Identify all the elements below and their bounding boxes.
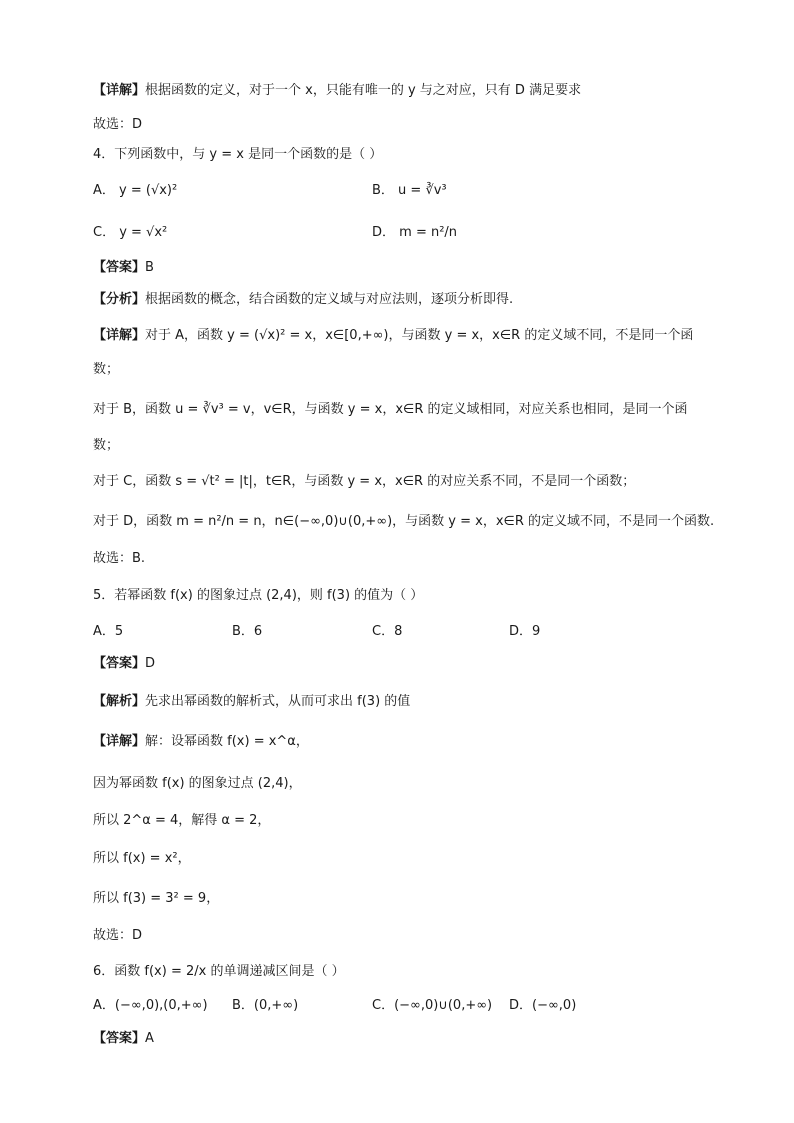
q4-analysis: [93, 291, 513, 309]
detail-tag: 【详解】: [93, 83, 146, 98]
q5-detail-3: 所以 2^α = 4，解得 α = 2，: [93, 813, 271, 828]
q5-option-a: A．5: [93, 624, 124, 639]
q4-detail-a: [93, 327, 693, 345]
q5-answer: [93, 655, 155, 673]
q4-answer: [93, 259, 154, 277]
q5-detail-4: 所以 f(x) = x²，: [93, 851, 191, 866]
q6-option-c: C．(−∞,0)∪(0,+∞): [372, 998, 493, 1013]
q6-option-d: D．(−∞,0): [509, 998, 577, 1013]
q6-option-b: B．(0,+∞): [232, 998, 299, 1013]
detail-tag: 【详解】: [93, 328, 146, 343]
q6-answer-value: A: [145, 1031, 154, 1046]
q4-option-a: A． y = (√x)²: [93, 183, 178, 198]
q6-option-a: A．(−∞,0),(0,+∞): [93, 998, 208, 1013]
q5-detail-1-text: 解：设幂函数 f(x) = x^α，: [145, 734, 309, 749]
q6-answer: [93, 1030, 154, 1048]
analysis-tag: 【分析】: [93, 292, 146, 307]
q5-answer-value: D: [145, 656, 156, 671]
q3-detail: [93, 82, 581, 100]
q6-stem: 6．函数 f(x) = 2/x 的单调递减区间是（ ）: [93, 964, 345, 979]
q4-detail-a-text: 对于 A，函数 y = (√x)² = x，x∈[0,+∞)，与函数 y = x，x∈R 的定义域不同，不是同一个函: [145, 328, 694, 343]
q4-detail-a-cont: 数；: [93, 362, 120, 377]
q4-detail-b: 对于 B，函数 u = ∛v³ = v，v∈R，与函数 y = x，x∈R 的定义域相同，对应关系也相同，是同一个函: [93, 402, 688, 417]
q4-choose: 故选：B.: [93, 551, 146, 566]
q5-stem: 5．若幂函数 f(x) 的图象过点 (2,4)，则 f(3) 的值为（ ）: [93, 588, 424, 603]
q5-analysis: [93, 693, 410, 711]
q5-detail-1: [93, 733, 309, 751]
q4-option-c: C． y = √x²: [93, 225, 168, 240]
q4-detail-c: 对于 C，函数 s = √t² = |t|，t∈R，与函数 y = x，x∈R 的对应关系不同，不是同一个函数；: [93, 474, 636, 489]
q5-option-c: C．8: [372, 624, 403, 639]
detail-tag: 【详解】: [93, 734, 146, 749]
q5-option-b: B．6: [232, 624, 263, 639]
answer-tag: 【答案】: [93, 656, 146, 671]
q4-stem: 4．下列函数中，与 y = x 是同一个函数的是（ ）: [93, 147, 383, 162]
analysis-tag: 【解析】: [93, 694, 146, 709]
q5-analysis-text: 先求出幂函数的解析式，从而可求出 f(3) 的值: [145, 694, 411, 709]
q5-detail-5: 所以 f(3) = 3² = 9，: [93, 891, 220, 906]
q4-answer-value: B: [145, 260, 154, 275]
q5-choose: 故选：D: [93, 928, 143, 943]
q5-detail-2: 因为幂函数 f(x) 的图象过点 (2,4)，: [93, 776, 302, 791]
q5-option-d: D．9: [509, 624, 541, 639]
answer-tag: 【答案】: [93, 1031, 146, 1046]
q4-option-d: D． m = n²/n: [372, 225, 458, 240]
q4-option-b: B． u = ∛v³: [372, 183, 447, 198]
q4-detail-b-cont: 数；: [93, 438, 120, 453]
q4-detail-d: 对于 D，函数 m = n²/n = n，n∈(−∞,0)∪(0,+∞)，与函数 y = x，x∈R 的定义域不同，不是同一个函数.: [93, 514, 715, 529]
answer-tag: 【答案】: [93, 260, 146, 275]
q3-detail-text: 根据函数的定义，对于一个 x，只能有唯一的 y 与之对应，只有 D 满足要求: [145, 83, 582, 98]
q3-choose: 故选：D: [93, 117, 143, 132]
q4-analysis-text: 根据函数的概念，结合函数的定义域与对应法则，逐项分析即得.: [145, 292, 514, 307]
